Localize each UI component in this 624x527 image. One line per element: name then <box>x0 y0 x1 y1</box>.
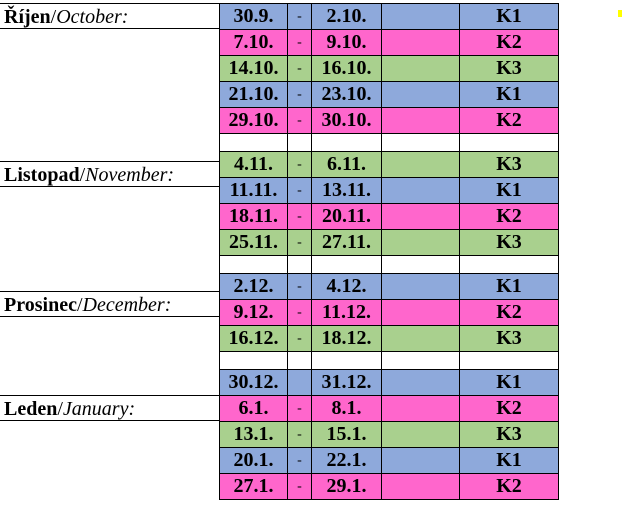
empty-cell <box>459 255 559 273</box>
date-to: 29.1. <box>311 473 381 499</box>
group-code: K1 <box>459 81 559 107</box>
date-dash: - <box>287 299 311 325</box>
month-separator: / <box>57 398 63 420</box>
group-code: K2 <box>459 29 559 55</box>
date-to: 4.12. <box>311 273 381 299</box>
empty-cell <box>287 255 311 273</box>
date-dash: - <box>287 3 311 29</box>
date-to: 31.12. <box>311 369 381 395</box>
date-dash: - <box>287 81 311 107</box>
empty-cell <box>381 421 459 447</box>
group-code: K3 <box>459 55 559 81</box>
empty-cell <box>311 133 381 151</box>
date-dash: - <box>287 447 311 473</box>
group-code: K3 <box>459 151 559 177</box>
date-to: 18.12. <box>311 325 381 351</box>
date-from: 20.1. <box>219 447 287 473</box>
date-from: 30.9. <box>219 3 287 29</box>
group-code: K1 <box>459 447 559 473</box>
date-to: 30.10. <box>311 107 381 133</box>
date-from: 11.11. <box>219 177 287 203</box>
date-to: 22.1. <box>311 447 381 473</box>
date-to: 20.11. <box>311 203 381 229</box>
date-dash: - <box>287 151 311 177</box>
month-name-en: January: <box>62 398 136 420</box>
date-dash <box>287 369 311 395</box>
month-name-cs: Leden <box>4 398 58 420</box>
empty-cell <box>287 351 311 369</box>
month-row <box>0 291 219 317</box>
empty-cell <box>381 473 459 499</box>
group-code: K3 <box>459 421 559 447</box>
month-name-cs: Říjen <box>4 6 51 28</box>
date-dash: - <box>287 177 311 203</box>
month-separator: / <box>76 294 83 316</box>
empty-cell <box>381 151 459 177</box>
date-to: 15.1. <box>311 421 381 447</box>
group-code: K2 <box>459 299 559 325</box>
month-label <box>4 397 135 421</box>
date-dash: - <box>287 55 311 81</box>
empty-cell <box>381 81 459 107</box>
date-from: 30.12. <box>219 369 287 395</box>
empty-cell <box>381 395 459 421</box>
empty-cell <box>381 203 459 229</box>
date-dash: - <box>287 325 311 351</box>
date-to: 27.11. <box>311 229 381 255</box>
date-to: 8.1. <box>311 395 381 421</box>
empty-cell <box>381 133 459 151</box>
empty-cell <box>381 351 459 369</box>
date-from: 27.1. <box>219 473 287 499</box>
month-row <box>0 395 219 421</box>
date-dash: - <box>287 107 311 133</box>
date-dash: - <box>287 203 311 229</box>
empty-cell <box>381 447 459 473</box>
empty-cell <box>381 325 459 351</box>
month-name-en: December: <box>82 294 172 316</box>
group-code: K1 <box>459 273 559 299</box>
group-code: K2 <box>459 203 559 229</box>
empty-cell <box>311 255 381 273</box>
date-dash: - <box>287 29 311 55</box>
empty-cell <box>381 29 459 55</box>
date-from: 16.12. <box>219 325 287 351</box>
empty-cell <box>381 299 459 325</box>
month-separator: / <box>79 164 86 186</box>
date-from: 9.12. <box>219 299 287 325</box>
date-from: 6.1. <box>219 395 287 421</box>
month-name-en: November: <box>85 164 175 186</box>
date-to: 11.12. <box>311 299 381 325</box>
date-from: 21.10. <box>219 81 287 107</box>
group-code: K3 <box>459 325 559 351</box>
date-dash: - <box>287 395 311 421</box>
date-from: 25.11. <box>219 229 287 255</box>
month-name-cs: Prosinec <box>4 294 77 316</box>
empty-cell <box>219 133 287 151</box>
date-from: 4.11. <box>219 151 287 177</box>
empty-cell <box>381 55 459 81</box>
group-code: K1 <box>459 369 559 395</box>
empty-cell <box>459 133 559 151</box>
empty-cell <box>381 107 459 133</box>
group-code: K1 <box>459 177 559 203</box>
empty-cell <box>381 177 459 203</box>
date-dash: - <box>287 229 311 255</box>
yellow-marker <box>618 10 622 17</box>
date-from: 14.10. <box>219 55 287 81</box>
date-to: 9.10. <box>311 29 381 55</box>
date-from: 13.1. <box>219 421 287 447</box>
empty-cell <box>381 273 459 299</box>
date-dash: - <box>287 473 311 499</box>
group-code: K3 <box>459 229 559 255</box>
date-dash: - <box>287 421 311 447</box>
month-row <box>0 3 219 29</box>
date-to: 13.11. <box>311 177 381 203</box>
table-bottom-border <box>219 499 559 500</box>
date-from: 29.10. <box>219 107 287 133</box>
empty-cell <box>287 133 311 151</box>
empty-cell <box>311 351 381 369</box>
month-label <box>4 293 171 317</box>
date-from: 18.11. <box>219 203 287 229</box>
date-to: 16.10. <box>311 55 381 81</box>
date-from: 2.12. <box>219 273 287 299</box>
empty-cell <box>219 351 287 369</box>
empty-cell <box>459 351 559 369</box>
date-from: 7.10. <box>219 29 287 55</box>
date-to: 6.11. <box>311 151 381 177</box>
empty-cell <box>381 255 459 273</box>
month-name-en: October: <box>56 6 129 28</box>
month-name-cs: Listopad <box>4 164 80 186</box>
date-to: 23.10. <box>311 81 381 107</box>
group-code: K2 <box>459 395 559 421</box>
date-dash: - <box>287 273 311 299</box>
group-code: K2 <box>459 107 559 133</box>
group-code: K1 <box>459 3 559 29</box>
empty-cell <box>381 229 459 255</box>
month-label <box>4 163 174 187</box>
date-to: 2.10. <box>311 3 381 29</box>
empty-cell <box>381 3 459 29</box>
month-separator: / <box>50 6 57 28</box>
empty-cell <box>381 369 459 395</box>
group-code: K2 <box>459 473 559 499</box>
month-label <box>4 5 128 29</box>
empty-cell <box>219 255 287 273</box>
month-row <box>0 161 219 187</box>
